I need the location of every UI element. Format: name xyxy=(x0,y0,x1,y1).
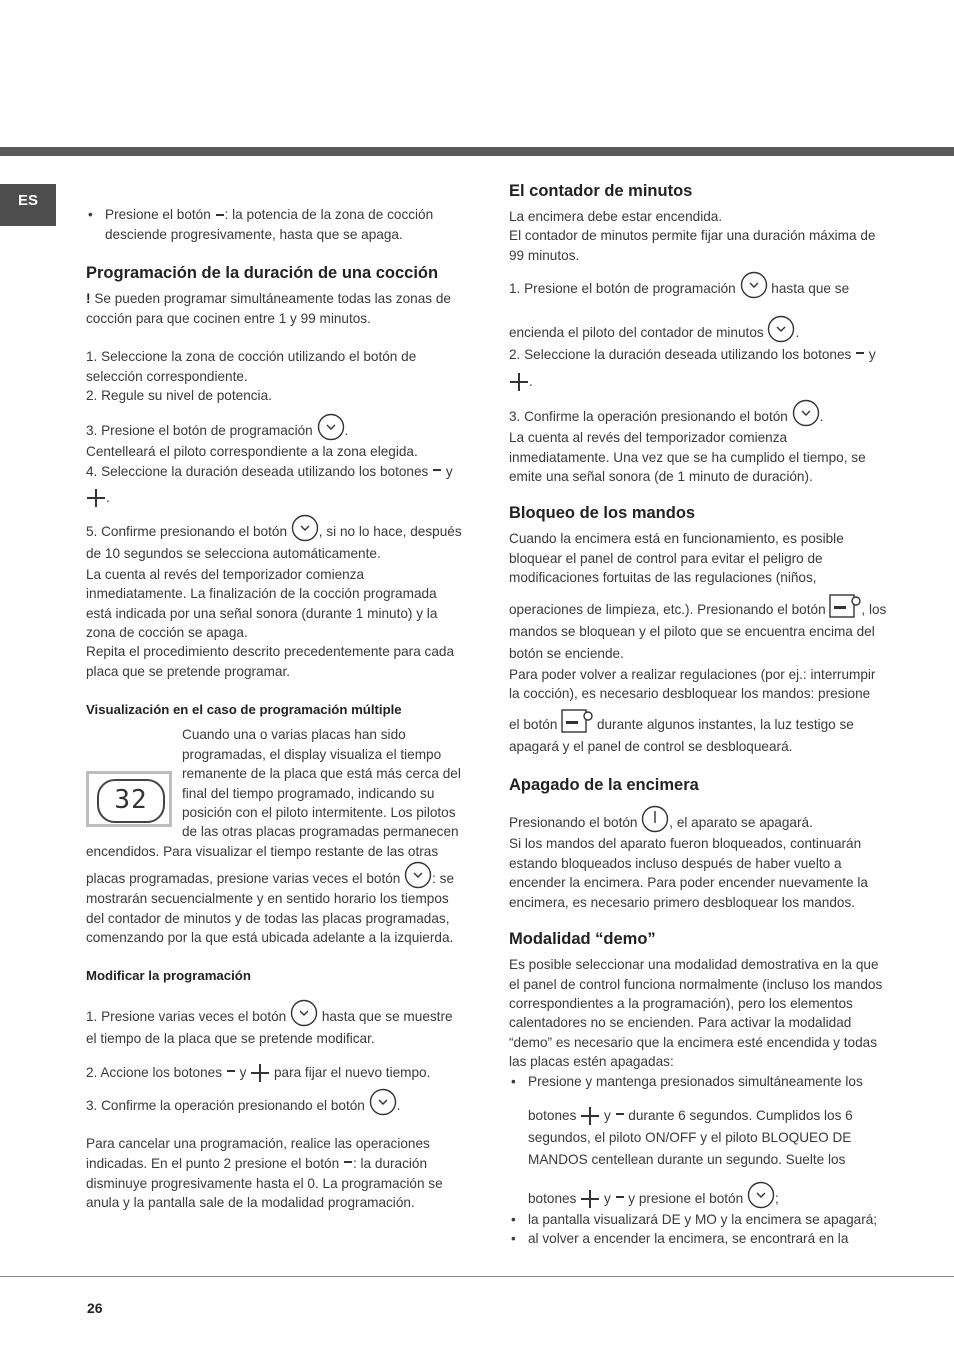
timer-button-icon xyxy=(317,413,345,441)
step-2: 2. Regule su nivel de potencia. xyxy=(86,388,272,404)
lock-key-icon xyxy=(829,592,861,620)
section-title-contador: El contador de minutos xyxy=(509,182,693,200)
minus-icon xyxy=(432,468,442,482)
right-column: El contador de minutos La encimera debe estar encendida. El contador de minutos permite fijar una duración máxima de 99 minutos. 1. Presione el botón de programación hasta que se encienda el piloto del contador de minutos . 2. Seleccione la duración deseada utilizando los botones y . 3. Confirme la operación presionando el botón . La cuenta al revés del temporizador comienza inmediatamente. Una vez que se ha cumplido el tiempo, se emite una señal sonora (de 1 minuto de duración). Bloqueo de los mandos Cuando la encimera está en funcionamiento, es posible bloquear el panel de control para evitar el peligro de modificaciones fortuitas de las regulaciones (niños, operaciones de limpieza, etc.). Presionando el botón , los mandos se bloquean y el piloto que se encuentra encima del botón se enciende. Para poder volver a realizar regulaciones (por ej.: interrumpir la cocción), es necesario desbloquear los mandos: presione el botón durante algunos instantes, la luz testigo se apagará y el panel de control se desbloqueará. Apagado de la encimera Presionando el botón , el aparato se apagará. Si los mandos del aparato fueron bloqueados, continuarán estando bloqueados incluso después de haber vuelto a encender la encimera. Para poder encender nuevamente la encimera, es necesario primero desbloquear los mandos. Modalidad “demo” Es posible seleccionar una modalidad demostrativa en la que el panel de control funciona normalmente (incluso los mandos correspondientes a la programación), pero los elementos calentadores no se encienden. Para activar la modalidad “demo” es necesario que la encimera esté encendida y todas las placas estén apagadas: • Presione y mantenga presionados simultáneamente los botones y durante 6 segundos. Cumplidos los 6 segundos, el piloto ON/OFF y el piloto BLOQUEO DE MANDOS centellean durante un segundo. Suelte los botones y y presione el botón ; • la pantalla visualizará DE y MO y la encimera se apagará; • al volver a encender la encimera, se encontrará en la xyxy=(509,180,889,1249)
mod-step-3: 3. Confirme la operación presionando el botón . xyxy=(86,1088,466,1122)
timer-button-icon xyxy=(792,399,820,427)
section-title-demo: Modalidad “demo” xyxy=(509,930,656,949)
timer-button-icon xyxy=(767,315,795,343)
plus-icon xyxy=(86,488,106,508)
display-illustration xyxy=(86,771,172,827)
timer-button-icon xyxy=(747,1181,775,1209)
section-title-bloqueo: Bloqueo de los mandos xyxy=(509,504,696,523)
subsection-title-modificar: Modificar la programación xyxy=(86,968,251,984)
timer-button-icon xyxy=(740,271,768,299)
display-value: 32 xyxy=(97,779,165,823)
page-number: 26 xyxy=(87,1300,103,1316)
list-item: • Presione y mantenga presionados simultáneamente los botones y durante 6 segundos. Cumplidos los 6 segundos, el piloto ON/OFF y el piloto BLOQUEO DE MANDOS centellean durante un segundo. Suelte los botones y y presione el botón ; xyxy=(509,1072,889,1210)
power-button-icon xyxy=(641,805,669,833)
timer-button-icon xyxy=(369,1088,397,1116)
list-item: • Presione el botón : la potencia de la zona de cocción desciende progresivamente, hasta que se apaga. xyxy=(86,205,466,244)
language-tab: ES xyxy=(0,184,56,226)
multiple-programming-text: 32 Cuando una o varias placas han sido programadas, el display visualiza el tiempo remanente de la placa que está más cerca del final del tiempo programado, indicando su posición con el piloto intermitente. Los pilotos de las otras placas programadas permanecen encendidos. Para visualizar el tiempo restante de las otras placas programadas, presione varias veces el botón : se mostrarán secuencialmente y en sentido horario los tiempos del contador de minutos y de todas las placas programadas, comenzando por la que está ubicada adelante a la izquierda. xyxy=(86,727,461,945)
plus-icon xyxy=(580,1106,600,1126)
timer-step-1: 1. Presione el botón de programación hasta que se xyxy=(509,271,889,301)
plus-icon xyxy=(509,372,529,392)
minus-icon xyxy=(615,1195,625,1209)
mod-step-1: 1. Presione varias veces el botón hasta que se muestre el tiempo de la placa que se pretende modificar. xyxy=(86,999,466,1050)
cancel-text: Para cancelar una programación, realice las operaciones indicadas. En el punto 2 presione el botón : la duración disminuye progresivamente hasta el 0. La programación se anula y la pantalla sale de la modalidad programación. xyxy=(86,1136,443,1211)
timer-step-3: 3. Confirme la operación presionando el botón . xyxy=(509,399,889,428)
section-title-programacion: Programación de la duración de una cocción xyxy=(86,264,439,283)
lock-key-icon xyxy=(561,707,593,735)
warning-icon: ! xyxy=(86,291,91,307)
subsection-title-multiple: Visualización en el caso de programación múltiple xyxy=(86,702,402,718)
timer-button-icon xyxy=(404,861,432,889)
timer-step-2: 2. Seleccione la duración deseada utilizando los botones y xyxy=(509,345,889,365)
plus-icon xyxy=(580,1189,600,1209)
step-3: 3. Presione el botón de programación . xyxy=(86,413,466,442)
minus-icon xyxy=(226,1069,236,1083)
section-title-apagado: Apagado de la encimera xyxy=(509,776,699,795)
header-bar xyxy=(0,147,954,156)
list-item: • la pantalla visualizará DE y MO y la encimera se apagará; xyxy=(509,1210,889,1229)
mod-step-2: 2. Accione los botones y para fijar el nuevo tiempo. xyxy=(86,1058,466,1088)
step-4: 4. Seleccione la duración deseada utilizando los botones y xyxy=(86,462,466,482)
minus-icon xyxy=(343,1160,353,1174)
list-item: • al volver a encender la encimera, se encontrará en la xyxy=(509,1229,889,1248)
plus-icon xyxy=(250,1063,270,1083)
minus-icon xyxy=(615,1112,625,1126)
minus-icon xyxy=(855,351,865,365)
step-1: 1. Seleccione la zona de cocción utilizando el botón de selección correspondiente. xyxy=(86,349,417,384)
note: ! Se pueden programar simultáneamente todas las zonas de cocción para que cocinen entre 1 y 99 minutos. xyxy=(86,291,451,326)
footer-line xyxy=(0,1276,954,1277)
left-column: • Presione el botón : la potencia de la zona de cocción desciende progresivamente, hasta que se apaga. Programación de la duración de una cocción ! Se pueden programar simultáneamente todas las zonas de cocción para que cocinen entre 1 y 99 minutos. 1. Seleccione la zona de cocción utilizando el botón de selección correspondiente. 2. Regule su nivel de potencia. 3. Presione el botón de programación . Centelleará el piloto correspondiente a la zona elegida. 4. Seleccione la duración deseada utilizando los botones y . 5. Confirme presionando el botón , si no lo hace, después de 10 segundos se selecciona automáticamente. La cuenta al revés del temporizador comienza inmediatamente. La finalización de la cocción programada está indicada por una señal sonora (durante 1 minuto) y la zona de cocción se apaga. Repita el procedimiento descrito precedentemente para cada placa que se pretende programar. Visualización en el caso de programación múltiple 32 Cuando una o varias placas han sido programadas, el display visualiza el tiempo remanente de la placa que está más cerca del final del tiempo programado, indicando su posición con el piloto intermitente. Los pilotos de las otras placas programadas permanecen encendidos. Para visualizar el tiempo restante de las otras placas programadas, presione varias veces el botón : se mostrarán secuencialmente y en sentido horario los tiempos del contador de minutos y de todas las placas programadas, comenzando por la que está ubicada adelante a la izquierda. Modificar la programación 1. Presione varias veces el botón hasta que se muestre el tiempo de la placa que se pretende modificar. 2. Accione los botones y para fijar el nuevo tiempo. 3. Confirme la operación presionando el botón . Para cancelar una programación, realice las operaciones indicadas. En el punto 2 presione el botón : la duración disminuye progresivamente hasta el 0. La programación se anula y la pantalla sale de la modalidad programación. xyxy=(86,205,466,1213)
timer-button-icon xyxy=(291,514,319,542)
step-5: 5. Confirme presionando el botón , si no lo hace, después de 10 segundos se selecciona automáticamente. xyxy=(86,514,466,565)
minus-icon xyxy=(215,213,225,225)
timer-button-icon xyxy=(290,999,318,1027)
